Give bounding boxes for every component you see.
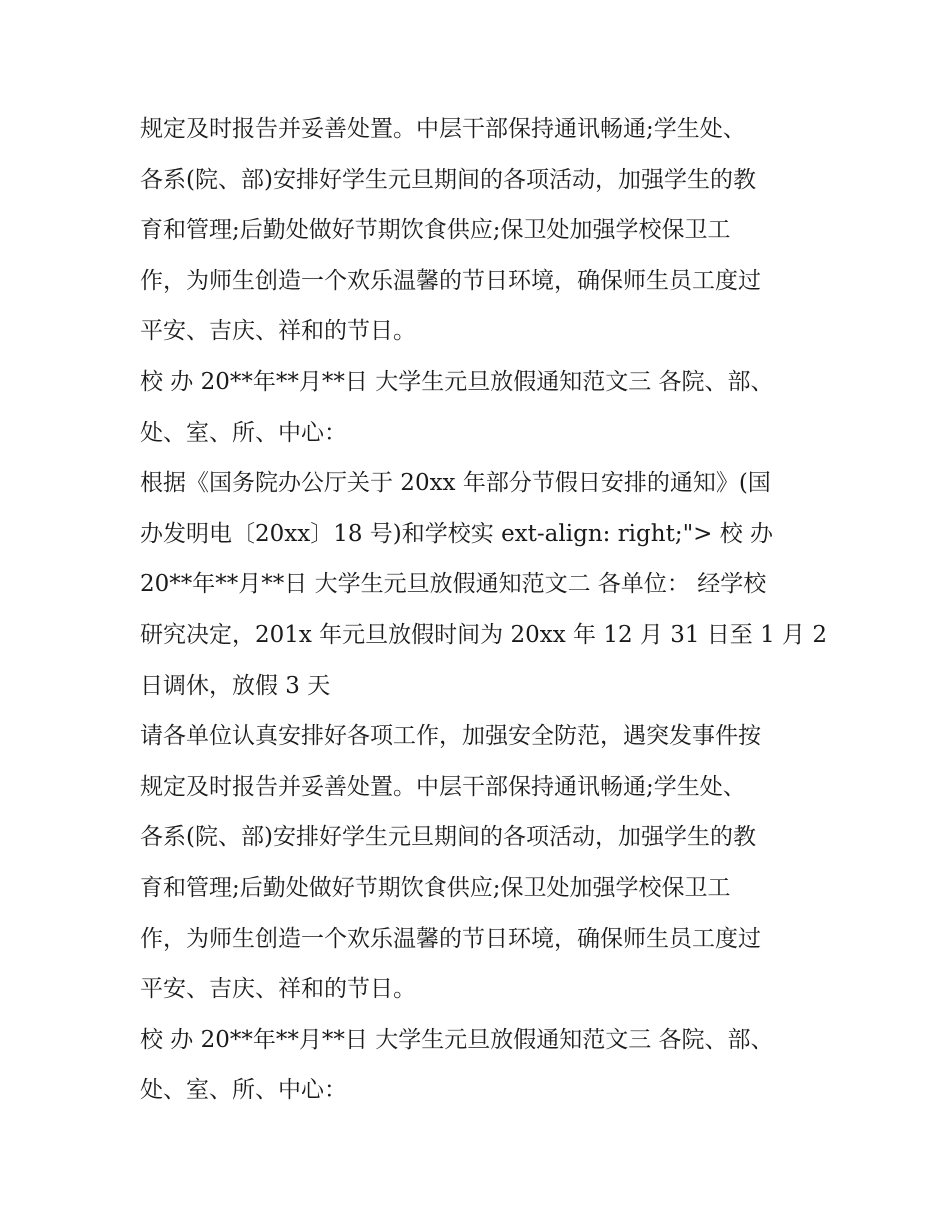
text-line: 日调休，放假 3 天 <box>140 672 331 699</box>
text-line: 平安、吉庆、祥和的节日。 <box>140 318 416 345</box>
text-line: 20**年**月**日 大学生元旦放假通知范文二 各单位： 经学校 <box>140 571 767 598</box>
text-line: 作，为师生创造一个欢乐温馨的节日环境，确保师生员工度过 <box>140 925 761 952</box>
text-line: 育和管理;后勤处做好节期饮食供应;保卫处加强学校保卫工 <box>140 874 731 901</box>
text-line: 育和管理;后勤处做好节期饮食供应;保卫处加强学校保卫工 <box>140 217 731 244</box>
text-line: 请各单位认真安排好各项工作，加强安全防范，遇突发事件按 <box>140 723 761 750</box>
text-line: 平安、吉庆、祥和的节日。 <box>140 976 416 1003</box>
text-line: 规定及时报告并妥善处置。中层干部保持通讯畅通;学生处、 <box>140 773 746 800</box>
text-line: 各系(院、部)安排好学生元旦期间的各项活动，加强学生的教 <box>140 824 756 851</box>
text-line: 各系(院、部)安排好学生元旦期间的各项活动，加强学生的教 <box>140 166 756 193</box>
text-line: 处、室、所、中心： <box>140 1077 347 1104</box>
text-line: 处、室、所、中心： <box>140 419 347 446</box>
text-line: 校 办 20**年**月**日 大学生元旦放假通知范文三 各院、部、 <box>140 368 774 395</box>
text-line: 作，为师生创造一个欢乐温馨的节日环境，确保师生员工度过 <box>140 267 761 294</box>
text-line: 研究决定，201x 年元旦放假时间为 20xx 年 12 月 31 日至 1 月 2 <box>140 621 827 648</box>
text-line: 校 办 20**年**月**日 大学生元旦放假通知范文三 各院、部、 <box>140 1026 774 1053</box>
text-line: 办发明电〔20xx〕18 号)和学校实 ext-align: right;"> 校 办 <box>140 520 774 547</box>
text-line: 规定及时报告并妥善处置。中层干部保持通讯畅通;学生处、 <box>140 116 746 142</box>
document-body <box>140 104 827 1116</box>
text-line: 根据《国务院办公厅关于 20xx 年部分节假日安排的通知》(国 <box>140 470 771 497</box>
